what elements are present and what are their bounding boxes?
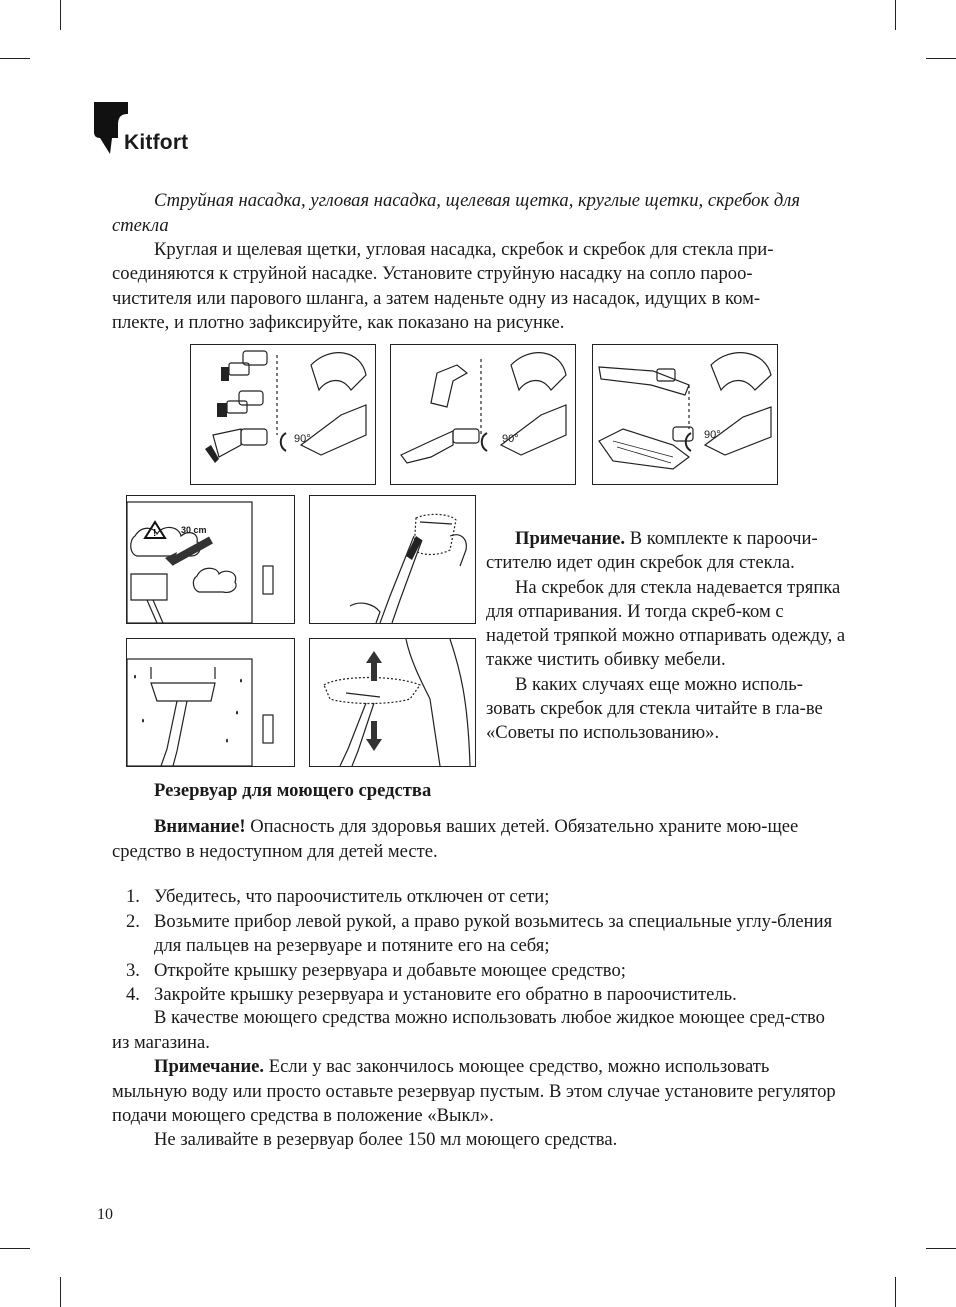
crop-mark xyxy=(926,1248,956,1249)
list-item xyxy=(112,959,844,984)
section-heading-reservoir: Резервуар для моющего средства xyxy=(154,780,432,801)
intro-line-2: соединяются к струйной насадке. Установите струйную насадку на сопло пароо- xyxy=(112,263,753,284)
step-text: Закройте крышку резервуара и установите его обратно в пароочиститель. xyxy=(154,984,737,1005)
note-paragraph-2: На скребок для стекла надевается тряпка для отпаривания. И тогда скреб-ком с надетой тряпкой можно отпаривать одежду, а также чистить обивку мебели. xyxy=(486,576,846,671)
svg-text:!: ! xyxy=(153,528,157,539)
step-number: 1. xyxy=(126,886,140,907)
list-item xyxy=(112,885,844,910)
intro-line-3: чистителя или парового шланга, а затем наденьте одну из насадок, идущих в ком- xyxy=(112,288,761,309)
step-number: 4. xyxy=(126,984,140,1005)
step-text: Откройте крышку резервуара и добавьте моющее средство; xyxy=(154,959,626,981)
warning-paragraph xyxy=(112,815,844,864)
figure-brushes xyxy=(190,344,376,485)
figure-scraper-with-cloth xyxy=(309,495,476,624)
figure-scrapers xyxy=(592,344,778,485)
note-text: В комплекте к пароочи-стителю идет один скребок для стекла. xyxy=(486,528,818,574)
figure-window-cleaning xyxy=(126,638,295,767)
note-paragraph-1 xyxy=(486,527,846,576)
reservoir-note-text: Если у вас закончилось моющее средство, можно использовать мыльную воду или просто оставьте резервуар пустым. В этом случае установите регулятор подачи моющего средства в положение «Выкл». xyxy=(112,1056,836,1126)
section-heading-attachments: Струйная насадка, угловая насадка, щелевая щетка, круглые щетки, скребок для стекла xyxy=(112,190,800,236)
rotation-label: 90° xyxy=(294,433,311,445)
volume-limit-paragraph: Не заливайте в резервуар более 150 мл моющего средства. xyxy=(154,1129,618,1150)
crop-mark xyxy=(60,0,61,30)
crop-mark xyxy=(926,58,956,59)
figure-window-steam-warning xyxy=(126,495,295,624)
intro-line-4: плекте, и плотно зафиксируйте, как показано на рисунке. xyxy=(112,312,565,333)
reservoir-note-paragraph xyxy=(112,1055,844,1129)
rotation-label: 90° xyxy=(704,429,721,441)
reservoir-note-label: Примечание. xyxy=(154,1056,265,1077)
list-item xyxy=(112,910,844,959)
steps-list xyxy=(112,885,844,1008)
step-text: Возьмите прибор левой рукой, а право рукой возьмитесь за специальные углу-бления для пальцев на резервуаре и потяните его на себя; xyxy=(154,910,833,956)
crop-mark xyxy=(60,1277,61,1307)
crop-mark xyxy=(895,0,896,30)
warning-text: Опасность для здоровья ваших детей. Обязательно храните мою-щее средство в недоступном для детей месте. xyxy=(112,816,799,862)
page-number: 10 xyxy=(97,1206,113,1223)
figure-nozzles xyxy=(390,344,576,485)
figure-clothing-steaming xyxy=(309,638,476,767)
step-text: Убедитесь, что пароочиститель отключен от сети; xyxy=(154,886,550,907)
crop-mark xyxy=(0,58,30,59)
intro-line-1: Круглая и щелевая щетки, угловая насадка, скребок и скребок для стекла при- xyxy=(154,239,774,260)
step-number: 3. xyxy=(126,959,140,981)
crop-mark xyxy=(895,1277,896,1307)
brand-name: Kitfort xyxy=(124,131,189,154)
list-item xyxy=(112,983,844,1008)
detergent-paragraph: В качестве моющего средства можно использовать любое жидкое моющее сред-ство из магазина. xyxy=(112,1007,825,1053)
crop-mark xyxy=(0,1248,30,1249)
step-number: 2. xyxy=(126,910,140,932)
note-label: Примечание. xyxy=(515,528,626,549)
rotation-label: 90° xyxy=(502,433,519,445)
warning-label: Внимание! xyxy=(154,816,246,837)
distance-label: 30 cm xyxy=(181,525,207,535)
note-scraper xyxy=(486,527,846,746)
note-paragraph-3: В каких случаях еще можно исполь-зовать скребок для стекла читайте в гла-ве «Советы по использованию». xyxy=(486,673,823,744)
